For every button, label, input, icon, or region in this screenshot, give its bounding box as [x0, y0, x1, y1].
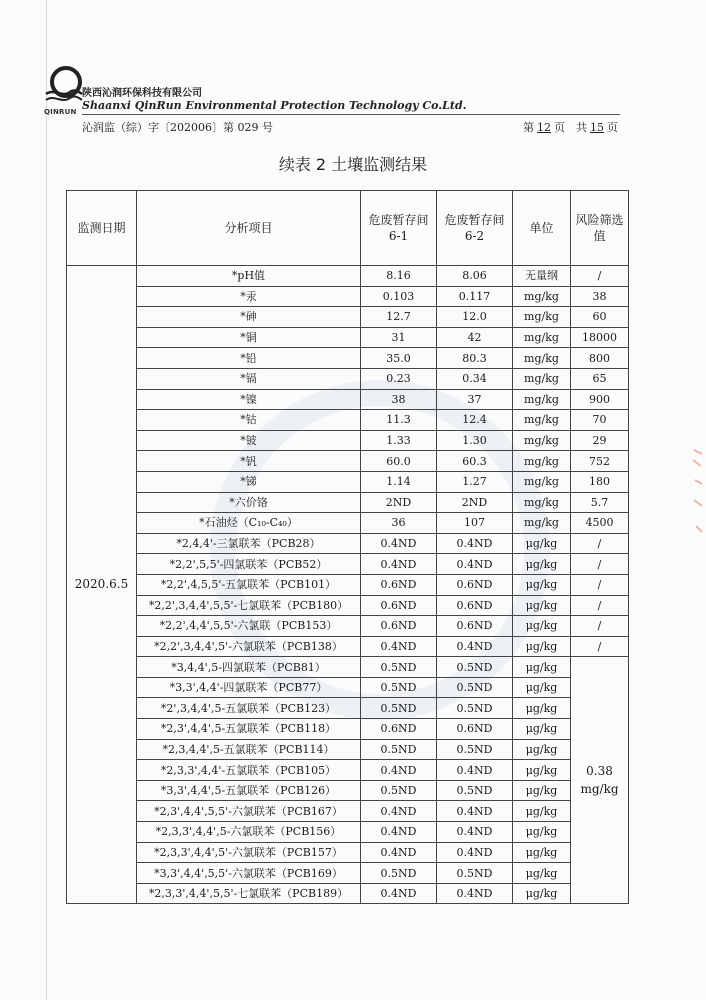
- unit: mg/kg: [513, 451, 571, 472]
- header-date: 监测日期: [67, 191, 137, 266]
- analysis-item: *钒: [137, 451, 361, 472]
- site1-value: 0.5ND: [361, 657, 437, 678]
- site2-value: 0.4ND: [437, 801, 513, 822]
- table-row: [67, 574, 629, 595]
- site2-value: 0.4ND: [437, 822, 513, 843]
- analysis-item: *2,2',3,4,4',5'-六氯联苯（PCB138）: [137, 636, 361, 657]
- site1-value: 36: [361, 513, 437, 534]
- site2-value: 0.5ND: [437, 863, 513, 884]
- site2-value: 80.3: [437, 348, 513, 369]
- analysis-item: *2,3,3',4,4'-五氯联苯（PCB105）: [137, 760, 361, 781]
- table-row: [67, 451, 629, 472]
- site1-value: 2ND: [361, 492, 437, 513]
- unit: mg/kg: [513, 492, 571, 513]
- risk-value: 752: [571, 451, 629, 472]
- table-row: [67, 554, 629, 575]
- unit: mg/kg: [513, 430, 571, 451]
- header-risk: 风险筛选值: [571, 191, 629, 266]
- analysis-item: *钴: [137, 410, 361, 431]
- risk-value: 65: [571, 368, 629, 389]
- table-row: [67, 801, 629, 822]
- table-row: [67, 389, 629, 410]
- unit: mg/kg: [513, 327, 571, 348]
- table-row: [67, 348, 629, 369]
- site1-value: 0.5ND: [361, 698, 437, 719]
- site1-value: 0.4ND: [361, 822, 437, 843]
- analysis-item: *3,3',4,4',5-五氯联苯（PCB126）: [137, 780, 361, 801]
- site1-value: 0.5ND: [361, 739, 437, 760]
- analysis-item: *2,3',4,4',5,5'-六氯联苯（PCB167）: [137, 801, 361, 822]
- unit: 无量纲: [513, 266, 571, 287]
- risk-value: 29: [571, 430, 629, 451]
- table-row: [67, 307, 629, 328]
- risk-value: /: [571, 554, 629, 575]
- site1-value: 31: [361, 327, 437, 348]
- site1-value: 60.0: [361, 451, 437, 472]
- page-counter: [523, 119, 618, 135]
- header-site1: 危废暂存间 6-1: [361, 191, 437, 266]
- analysis-item: *pH值: [137, 266, 361, 287]
- site1-value: 0.6ND: [361, 719, 437, 740]
- site2-value: 0.4ND: [437, 554, 513, 575]
- risk-value: /: [571, 636, 629, 657]
- site1-value: 0.4ND: [361, 533, 437, 554]
- analysis-item: *2,2',4,5,5'-五氯联苯（PCB101）: [137, 574, 361, 595]
- risk-value: /: [571, 533, 629, 554]
- site1-value: 0.103: [361, 286, 437, 307]
- analysis-item: *2,2',4,4',5,5'-六氯联（PCB153）: [137, 616, 361, 637]
- analysis-item: *2',3,4,4',5-五氯联苯（PCB123）: [137, 698, 361, 719]
- header-site2: 危废暂存间 6-2: [437, 191, 513, 266]
- table-row: [67, 533, 629, 554]
- unit: μg/kg: [513, 760, 571, 781]
- site2-value: 0.4ND: [437, 883, 513, 904]
- table-row: [67, 780, 629, 801]
- analysis-item: *六价铬: [137, 492, 361, 513]
- table-header-row: [67, 191, 629, 266]
- site1-value: 1.14: [361, 471, 437, 492]
- site2-value: 60.3: [437, 451, 513, 472]
- table-row: [67, 677, 629, 698]
- site2-value: 0.5ND: [437, 739, 513, 760]
- site1-value: 0.4ND: [361, 883, 437, 904]
- unit: μg/kg: [513, 739, 571, 760]
- table-row: [67, 286, 629, 307]
- site2-value: 0.4ND: [437, 842, 513, 863]
- unit: μg/kg: [513, 822, 571, 843]
- site2-value: 0.6ND: [437, 574, 513, 595]
- analysis-item: *镉: [137, 368, 361, 389]
- site1-value: 0.5ND: [361, 780, 437, 801]
- site2-value: 0.6ND: [437, 719, 513, 740]
- risk-value: 180: [571, 471, 629, 492]
- risk-value: 800: [571, 348, 629, 369]
- unit: mg/kg: [513, 307, 571, 328]
- company-name-cn: 陕西沁润环保科技有限公司: [82, 88, 202, 99]
- site2-value: 0.5ND: [437, 698, 513, 719]
- site2-value: 0.6ND: [437, 616, 513, 637]
- table-row: [67, 739, 629, 760]
- site2-value: 0.5ND: [437, 780, 513, 801]
- site2-value: 0.4ND: [437, 533, 513, 554]
- unit: mg/kg: [513, 389, 571, 410]
- header-item: 分析项目: [137, 191, 361, 266]
- unit: μg/kg: [513, 677, 571, 698]
- analysis-item: *2,3,3',4,4',5,5'-七氯联苯（PCB189）: [137, 883, 361, 904]
- page-current: 12: [537, 121, 551, 134]
- table-row: [67, 471, 629, 492]
- analysis-item: *3,3',4,4',5,5'-六氯联苯（PCB169）: [137, 863, 361, 884]
- site2-value: 0.4ND: [437, 760, 513, 781]
- table-row: [67, 657, 629, 678]
- table-row: [67, 595, 629, 616]
- site2-value: 2ND: [437, 492, 513, 513]
- site2-value: 0.117: [437, 286, 513, 307]
- site2-value: 0.5ND: [437, 657, 513, 678]
- unit: μg/kg: [513, 657, 571, 678]
- analysis-item: *砷: [137, 307, 361, 328]
- analysis-item: *镍: [137, 389, 361, 410]
- risk-value-merged: 0.38 mg/kg: [571, 657, 629, 904]
- unit: mg/kg: [513, 471, 571, 492]
- analysis-item: *2,3,3',4,4',5-六氯联苯（PCB156）: [137, 822, 361, 843]
- unit: mg/kg: [513, 368, 571, 389]
- site2-value: 107: [437, 513, 513, 534]
- site1-value: 12.7: [361, 307, 437, 328]
- risk-value: 18000: [571, 327, 629, 348]
- site1-value: 11.3: [361, 410, 437, 431]
- unit: μg/kg: [513, 801, 571, 822]
- risk-value: 5.7: [571, 492, 629, 513]
- table-row: [67, 368, 629, 389]
- table-row: [67, 863, 629, 884]
- table-row: [67, 883, 629, 904]
- site2-value: 12.4: [437, 410, 513, 431]
- page-total: 15: [590, 121, 604, 134]
- risk-value: 60: [571, 307, 629, 328]
- table-body: [67, 266, 629, 904]
- risk-value: 4500: [571, 513, 629, 534]
- risk-value: 70: [571, 410, 629, 431]
- unit: μg/kg: [513, 698, 571, 719]
- risk-value: /: [571, 616, 629, 637]
- site1-value: 0.23: [361, 368, 437, 389]
- site2-value: 8.06: [437, 266, 513, 287]
- unit: mg/kg: [513, 286, 571, 307]
- table-row: [67, 698, 629, 719]
- site1-value: 0.4ND: [361, 842, 437, 863]
- page-mid: 页 共: [554, 121, 587, 134]
- site2-value: 0.5ND: [437, 677, 513, 698]
- site1-value: 0.5ND: [361, 677, 437, 698]
- unit: μg/kg: [513, 883, 571, 904]
- site2-value: 42: [437, 327, 513, 348]
- unit: mg/kg: [513, 348, 571, 369]
- table-row: [67, 760, 629, 781]
- table-row: [67, 842, 629, 863]
- logo-wordmark: QINRUN: [44, 108, 77, 116]
- site2-value: 0.6ND: [437, 595, 513, 616]
- table-row: [67, 513, 629, 534]
- page-prefix: 第: [523, 121, 534, 134]
- analysis-item: *汞: [137, 286, 361, 307]
- page-edge-line: [46, 0, 47, 1000]
- risk-value: /: [571, 574, 629, 595]
- unit: μg/kg: [513, 780, 571, 801]
- site1-value: 0.6ND: [361, 595, 437, 616]
- unit: μg/kg: [513, 574, 571, 595]
- analysis-item: *3,4,4',5-四氯联苯（PCB81）: [137, 657, 361, 678]
- monitoring-date: 2020.6.5: [67, 266, 137, 904]
- analysis-item: *2,4,4'-三氯联苯（PCB28）: [137, 533, 361, 554]
- table-row: [67, 822, 629, 843]
- analysis-item: *2,3,3',4,4',5'-六氯联苯（PCB157）: [137, 842, 361, 863]
- site1-value: 0.4ND: [361, 554, 437, 575]
- site1-value: 0.4ND: [361, 760, 437, 781]
- unit: μg/kg: [513, 616, 571, 637]
- table-title: 续表 2 土壤监测结果: [278, 155, 428, 174]
- analysis-item: *石油烃（C₁₀-C₄₀）: [137, 513, 361, 534]
- analysis-item: *2,3',4,4',5-五氯联苯（PCB118）: [137, 719, 361, 740]
- unit: mg/kg: [513, 513, 571, 534]
- table-row: [67, 492, 629, 513]
- analysis-item: *3,3',4,4'-四氯联苯（PCB77）: [137, 677, 361, 698]
- analysis-item: *铜: [137, 327, 361, 348]
- site1-value: 8.16: [361, 266, 437, 287]
- site1-value: 35.0: [361, 348, 437, 369]
- unit: μg/kg: [513, 863, 571, 884]
- table-row: [67, 430, 629, 451]
- unit: μg/kg: [513, 636, 571, 657]
- site2-value: 0.34: [437, 368, 513, 389]
- header-divider: [82, 114, 620, 115]
- analysis-item: *铍: [137, 430, 361, 451]
- analysis-item: *2,2',3,4,4',5,5'-七氯联苯（PCB180）: [137, 595, 361, 616]
- table-row: [67, 266, 629, 287]
- unit: μg/kg: [513, 554, 571, 575]
- site2-value: 0.4ND: [437, 636, 513, 657]
- site2-value: 37: [437, 389, 513, 410]
- site1-value: 0.6ND: [361, 574, 437, 595]
- company-name-en: Shaanxi QinRun Environmental Protection Technology Co.Ltd.: [82, 99, 467, 112]
- company-logo-icon: [44, 64, 84, 108]
- analysis-item: *2,2',5,5'-四氯联苯（PCB52）: [137, 554, 361, 575]
- unit: μg/kg: [513, 533, 571, 554]
- analysis-item: *铅: [137, 348, 361, 369]
- site1-value: 0.4ND: [361, 636, 437, 657]
- header-unit: 单位: [513, 191, 571, 266]
- unit: mg/kg: [513, 410, 571, 431]
- document-number: 沁润监（综）字〔202006〕第 029 号: [82, 121, 273, 134]
- table-row: [67, 636, 629, 657]
- table-row: [67, 719, 629, 740]
- site1-value: 1.33: [361, 430, 437, 451]
- risk-value: /: [571, 595, 629, 616]
- site2-value: 1.27: [437, 471, 513, 492]
- site1-value: 0.4ND: [361, 801, 437, 822]
- analysis-item: *锑: [137, 471, 361, 492]
- table-row: [67, 410, 629, 431]
- soil-monitoring-table: [66, 190, 629, 904]
- site1-value: 0.6ND: [361, 616, 437, 637]
- unit: μg/kg: [513, 719, 571, 740]
- table-row: [67, 327, 629, 348]
- risk-value: /: [571, 266, 629, 287]
- site2-value: 12.0: [437, 307, 513, 328]
- analysis-item: *2,3,4,4',5-五氯联苯（PCB114）: [137, 739, 361, 760]
- risk-value: 38: [571, 286, 629, 307]
- stamp-fragment-icon: [690, 440, 704, 550]
- risk-value: 900: [571, 389, 629, 410]
- site1-value: 38: [361, 389, 437, 410]
- table-row: [67, 616, 629, 637]
- unit: μg/kg: [513, 595, 571, 616]
- site2-value: 1.30: [437, 430, 513, 451]
- unit: μg/kg: [513, 842, 571, 863]
- site1-value: 0.5ND: [361, 863, 437, 884]
- page-suffix: 页: [607, 121, 618, 134]
